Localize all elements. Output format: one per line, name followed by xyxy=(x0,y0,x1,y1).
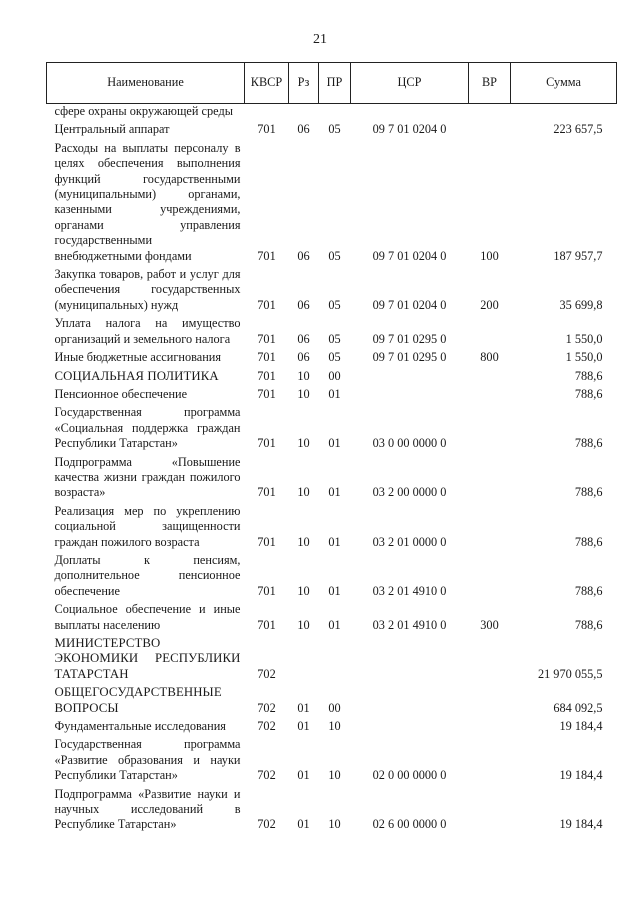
cell-csr: 09 7 01 0295 0 xyxy=(372,331,447,346)
header-name: Наименование xyxy=(47,63,245,104)
cell-pr: 00 xyxy=(328,700,341,715)
table-row xyxy=(47,264,617,313)
cell-csr: 03 2 01 4910 0 xyxy=(372,617,447,632)
cell-sum: 788,6 xyxy=(574,368,603,383)
cell-name: Фундаментальные исследования xyxy=(54,719,226,734)
cell-sum: 35 699,8 xyxy=(559,297,603,312)
cell-sum: 187 957,7 xyxy=(553,248,603,263)
cell-kvsr: 701 xyxy=(257,297,276,312)
cell-vr xyxy=(469,384,511,402)
cell-kvsr: 702 xyxy=(257,817,276,832)
cell-csr: 03 2 01 0000 0 xyxy=(372,534,447,549)
cell-csr: 09 7 01 0295 0 xyxy=(372,350,447,365)
header-vr: ВР xyxy=(469,63,511,104)
table-row xyxy=(47,633,617,682)
cell-kvsr: 702 xyxy=(257,768,276,783)
cell-rz: 10 xyxy=(297,436,310,451)
cell-csr xyxy=(351,633,469,682)
table-row xyxy=(47,784,617,833)
budget-table xyxy=(46,62,617,833)
cell-sum: 788,6 xyxy=(574,386,603,401)
cell-vr xyxy=(469,366,511,384)
cell-name: Уплата налога на имущество организаций и земельного налога xyxy=(54,316,241,346)
cell-csr: 09 7 01 0204 0 xyxy=(372,248,447,263)
cell-rz xyxy=(289,633,319,682)
cell-csr: 02 6 00 0000 0 xyxy=(372,817,447,832)
table-row xyxy=(47,347,617,365)
table-header-row xyxy=(47,63,617,104)
table-row xyxy=(47,452,617,501)
cell-kvsr: 701 xyxy=(257,331,276,346)
table-row xyxy=(47,734,617,783)
cell-name: Социальное обеспечение и иные выплаты населению xyxy=(54,602,241,632)
cell-name: МИНИСТЕРСТВО ЭКОНОМИКИ РЕСПУБЛИКИ ТАТАРСТАН xyxy=(54,636,241,681)
cell-rz: 01 xyxy=(297,719,310,734)
cell-name: Государственная программа «Социальная поддержка граждан Республики Татарстан» xyxy=(54,405,241,451)
cell-kvsr: 702 xyxy=(257,666,276,681)
cell-sum: 21 970 055,5 xyxy=(537,666,603,681)
cell-pr: 01 xyxy=(328,386,341,401)
cell-csr: 09 7 01 0204 0 xyxy=(372,297,447,312)
cell-pr: 05 xyxy=(328,331,341,346)
cell-vr xyxy=(469,633,511,682)
cell-pr: 10 xyxy=(328,817,341,832)
cell-pr: 05 xyxy=(328,350,341,365)
table-row xyxy=(47,366,617,384)
table-body xyxy=(47,104,617,833)
cell-csr: 03 0 00 0000 0 xyxy=(372,436,447,451)
table-row xyxy=(47,402,617,451)
cell-rz: 10 xyxy=(297,534,310,549)
cell-kvsr: 702 xyxy=(257,700,276,715)
header-sum: Сумма xyxy=(511,63,617,104)
cell-sum: 1 550,0 xyxy=(565,350,603,365)
cell-name: сфере охраны окружающей среды xyxy=(54,104,233,118)
cell-vr xyxy=(469,104,511,120)
cell-rz: 01 xyxy=(297,817,310,832)
cell-rz: 10 xyxy=(297,485,310,500)
cell-rz: 01 xyxy=(297,700,310,715)
cell-name: ОБЩЕГОСУДАРСТВЕННЫЕ ВОПРОСЫ xyxy=(54,685,222,715)
cell-vr xyxy=(469,784,511,833)
cell-vr xyxy=(469,402,511,451)
cell-vr: 800 xyxy=(480,350,499,365)
cell-vr xyxy=(469,716,511,734)
cell-csr xyxy=(351,384,469,402)
cell-kvsr: 701 xyxy=(257,485,276,500)
table-row xyxy=(47,119,617,137)
table-row xyxy=(47,599,617,633)
cell-csr xyxy=(351,104,469,120)
cell-rz: 06 xyxy=(297,122,310,137)
cell-sum: 684 092,5 xyxy=(553,700,603,715)
cell-name: Реализация мер по укреплению социальной защищенности граждан пожилого возраста xyxy=(54,503,241,549)
cell-vr: 300 xyxy=(480,617,499,632)
cell-name: СОЦИАЛЬНАЯ ПОЛИТИКА xyxy=(54,368,219,383)
cell-rz: 06 xyxy=(297,331,310,346)
cell-csr: 02 0 00 0000 0 xyxy=(372,768,447,783)
cell-csr: 09 7 01 0204 0 xyxy=(372,122,447,137)
cell-sum: 788,6 xyxy=(574,617,603,632)
cell-sum: 1 550,0 xyxy=(565,331,603,346)
cell-rz: 10 xyxy=(297,386,310,401)
cell-vr xyxy=(469,501,511,550)
cell-pr: 05 xyxy=(328,122,341,137)
cell-pr xyxy=(319,633,351,682)
cell-name: Государственная программа «Развитие образования и науки Республики Татарстан» xyxy=(54,737,241,783)
cell-name: Доплаты к пенсиям, дополнительное пенсионное обеспечение xyxy=(54,552,241,598)
cell-name: Закупка товаров, работ и услуг для обеспечения государственных (муниципальных) нужд xyxy=(54,267,241,312)
table-row xyxy=(47,104,617,120)
table-row xyxy=(47,138,617,264)
cell-vr xyxy=(469,550,511,599)
page-number: 21 xyxy=(313,32,327,47)
cell-kvsr: 701 xyxy=(257,350,276,365)
cell-rz: 06 xyxy=(297,248,310,263)
cell-pr: 10 xyxy=(328,719,341,734)
cell-vr: 200 xyxy=(480,297,499,312)
cell-kvsr: 701 xyxy=(257,436,276,451)
table-row xyxy=(47,501,617,550)
cell-pr: 01 xyxy=(328,583,341,598)
cell-pr: 10 xyxy=(328,768,341,783)
cell-kvsr xyxy=(245,104,289,120)
cell-kvsr: 701 xyxy=(257,248,276,263)
table-row xyxy=(47,384,617,402)
cell-rz: 06 xyxy=(297,297,310,312)
header-kvsr: КВСР xyxy=(245,63,289,104)
cell-kvsr: 701 xyxy=(257,534,276,549)
cell-vr xyxy=(469,682,511,716)
cell-rz xyxy=(289,104,319,120)
table-row xyxy=(47,682,617,716)
table-row xyxy=(47,313,617,347)
table-row xyxy=(47,550,617,599)
cell-pr: 05 xyxy=(328,297,341,312)
header-rz: Рз xyxy=(289,63,319,104)
table-row xyxy=(47,716,617,734)
cell-pr: 01 xyxy=(328,534,341,549)
cell-kvsr: 701 xyxy=(257,617,276,632)
cell-name: Подпрограмма «Повышение качества жизни граждан пожилого возраста» xyxy=(54,454,241,500)
cell-vr xyxy=(469,313,511,347)
cell-vr: 100 xyxy=(480,248,499,263)
cell-kvsr: 702 xyxy=(257,719,276,734)
cell-kvsr: 701 xyxy=(257,122,276,137)
cell-pr: 01 xyxy=(328,485,341,500)
cell-csr: 03 2 01 4910 0 xyxy=(372,583,447,598)
cell-vr xyxy=(469,734,511,783)
cell-pr: 05 xyxy=(328,248,341,263)
cell-kvsr: 701 xyxy=(257,386,276,401)
cell-rz: 10 xyxy=(297,583,310,598)
cell-name: Иные бюджетные ассигнования xyxy=(54,350,222,365)
cell-vr xyxy=(469,452,511,501)
cell-sum xyxy=(511,104,617,120)
cell-rz: 01 xyxy=(297,768,310,783)
cell-name: Подпрограмма «Развитие науки и научных исследований в Республике Татарстан» xyxy=(54,786,241,832)
cell-vr xyxy=(469,119,511,137)
cell-sum: 19 184,4 xyxy=(559,817,603,832)
header-csr: ЦСР xyxy=(351,63,469,104)
cell-sum: 19 184,4 xyxy=(559,719,603,734)
cell-csr xyxy=(351,682,469,716)
cell-pr xyxy=(319,104,351,120)
cell-rz: 10 xyxy=(297,368,310,383)
cell-sum: 19 184,4 xyxy=(559,768,603,783)
cell-pr: 01 xyxy=(328,436,341,451)
cell-sum: 223 657,5 xyxy=(553,122,603,137)
cell-name: Центральный аппарат xyxy=(54,122,170,137)
cell-name: Пенсионное обеспечение xyxy=(54,386,188,401)
cell-kvsr: 701 xyxy=(257,368,276,383)
cell-pr: 01 xyxy=(328,617,341,632)
cell-name: Расходы на выплаты персоналу в целях обеспечения выполнения функций государственными (муниципальными) органами, казенными учреждениями, органами управления государственными внебюджетными фондами xyxy=(54,140,241,263)
cell-csr: 03 2 00 0000 0 xyxy=(372,485,447,500)
header-pr: ПР xyxy=(319,63,351,104)
cell-sum: 788,6 xyxy=(574,485,603,500)
cell-pr: 00 xyxy=(328,368,341,383)
cell-rz: 10 xyxy=(297,617,310,632)
cell-csr xyxy=(351,716,469,734)
cell-rz: 06 xyxy=(297,350,310,365)
cell-csr xyxy=(351,366,469,384)
cell-kvsr: 701 xyxy=(257,583,276,598)
cell-sum: 788,6 xyxy=(574,534,603,549)
cell-sum: 788,6 xyxy=(574,583,603,598)
cell-sum: 788,6 xyxy=(574,436,603,451)
